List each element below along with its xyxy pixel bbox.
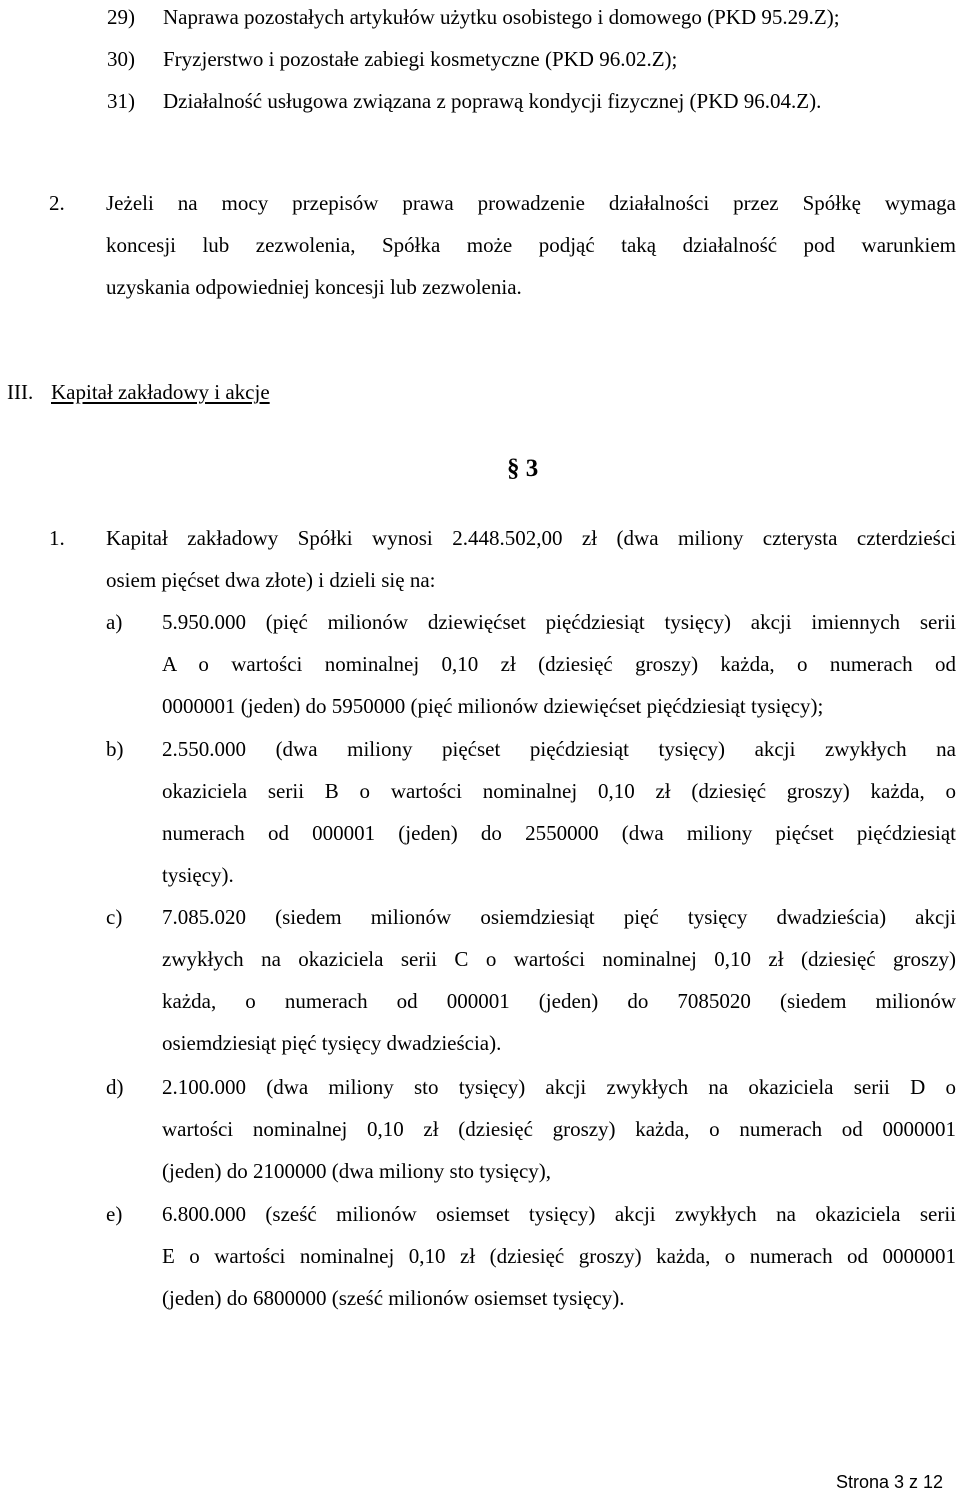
point-2-line-3: uzyskania odpowiedniej koncesji lub zezwolenia. — [106, 275, 522, 299]
series-c-line-2: zwykłych na okaziciela serii C o wartości nominalnej 0,10 zł (dziesięć groszy) — [162, 947, 956, 971]
point-1-number: 1. — [49, 526, 65, 550]
point-2-line-1: Jeżeli na mocy przepisów prawa prowadzenie działalności przez Spółkę wymaga — [106, 191, 956, 215]
point-1-line-1: Kapitał zakładowy Spółki wynosi 2.448.502,00 zł (dwa miliony czterysta czterdzieści — [106, 526, 956, 550]
section-title: Kapitał zakładowy i akcje — [51, 380, 270, 404]
page-number: Strona 3 z 12 — [836, 1472, 944, 1492]
section-number: III. — [7, 380, 34, 404]
series-a-label: a) — [106, 610, 123, 634]
series-e-line-3: (jeden) do 6800000 (sześć milionów osiemset tysięcy). — [162, 1286, 625, 1310]
paragraph-sign: § 3 — [507, 455, 539, 482]
series-e-label: e) — [106, 1202, 123, 1226]
series-c-label: c) — [106, 905, 123, 929]
series-a-line-1: 5.950.000 (pięć milionów dziewięćset pięćdziesiąt tysięcy) akcji imiennych serii — [162, 610, 956, 634]
point-2-number: 2. — [49, 191, 65, 215]
list-item-29-text: Naprawa pozostałych artykułów użytku osobistego i domowego (PKD 95.29.Z); — [163, 5, 840, 29]
series-c-line-3: każda, o numerach od 000001 (jeden) do 7085020 (siedem milionów — [162, 989, 956, 1013]
series-c-line-4: osiemdziesiąt pięć tysięcy dwadzieścia). — [162, 1031, 502, 1055]
series-c-line-1: 7.085.020 (siedem milionów osiemdziesiąt pięć tysięcy dwadzieścia) akcji — [162, 905, 956, 929]
series-a-line-3: 0000001 (jeden) do 5950000 (pięć milionów dziewięćset pięćdziesiąt tysięcy); — [162, 694, 824, 718]
point-1-line-2: osiem pięćset dwa złote) i dzieli się na: — [106, 568, 436, 592]
series-b-line-3: numerach od 000001 (jeden) do 2550000 (dwa miliony pięćset pięćdziesiąt — [162, 821, 956, 845]
list-item-30-text: Fryzjerstwo i pozostałe zabiegi kosmetyczne (PKD 96.02.Z); — [163, 47, 678, 71]
list-item-30-number: 30) — [107, 47, 135, 71]
list-item-31-text: Działalność usługowa związana z poprawą kondycji fizycznej (PKD 96.04.Z). — [163, 89, 822, 113]
series-d-line-2: wartości nominalnej 0,10 zł (dziesięć groszy) każda, o numerach od 0000001 — [162, 1117, 956, 1141]
series-b-line-2: okaziciela serii B o wartości nominalnej 0,10 zł (dziesięć groszy) każda, o — [162, 779, 956, 803]
series-e-line-2: E o wartości nominalnej 0,10 zł (dziesięć groszy) każda, o numerach od 0000001 — [162, 1244, 956, 1268]
list-item-31-number: 31) — [107, 89, 135, 113]
series-e-line-1: 6.800.000 (sześć milionów osiemset tysięcy) akcji zwykłych na okaziciela serii — [162, 1202, 956, 1226]
series-d-label: d) — [106, 1075, 124, 1099]
series-b-label: b) — [106, 737, 124, 761]
series-b-line-4: tysięcy). — [162, 863, 234, 887]
point-2-line-2: koncesji lub zezwolenia, Spółka może podjąć taką działalność pod warunkiem — [106, 233, 956, 257]
series-b-line-1: 2.550.000 (dwa miliony pięćset pięćdziesiąt tysięcy) akcji zwykłych na — [162, 737, 956, 761]
series-d-line-1: 2.100.000 (dwa miliony sto tysięcy) akcji zwykłych na okaziciela serii D o — [162, 1075, 956, 1099]
list-item-29-number: 29) — [107, 5, 135, 29]
series-a-line-2: A o wartości nominalnej 0,10 zł (dziesięć groszy) każda, o numerach od — [162, 652, 956, 676]
series-d-line-3: (jeden) do 2100000 (dwa miliony sto tysięcy), — [162, 1159, 552, 1183]
